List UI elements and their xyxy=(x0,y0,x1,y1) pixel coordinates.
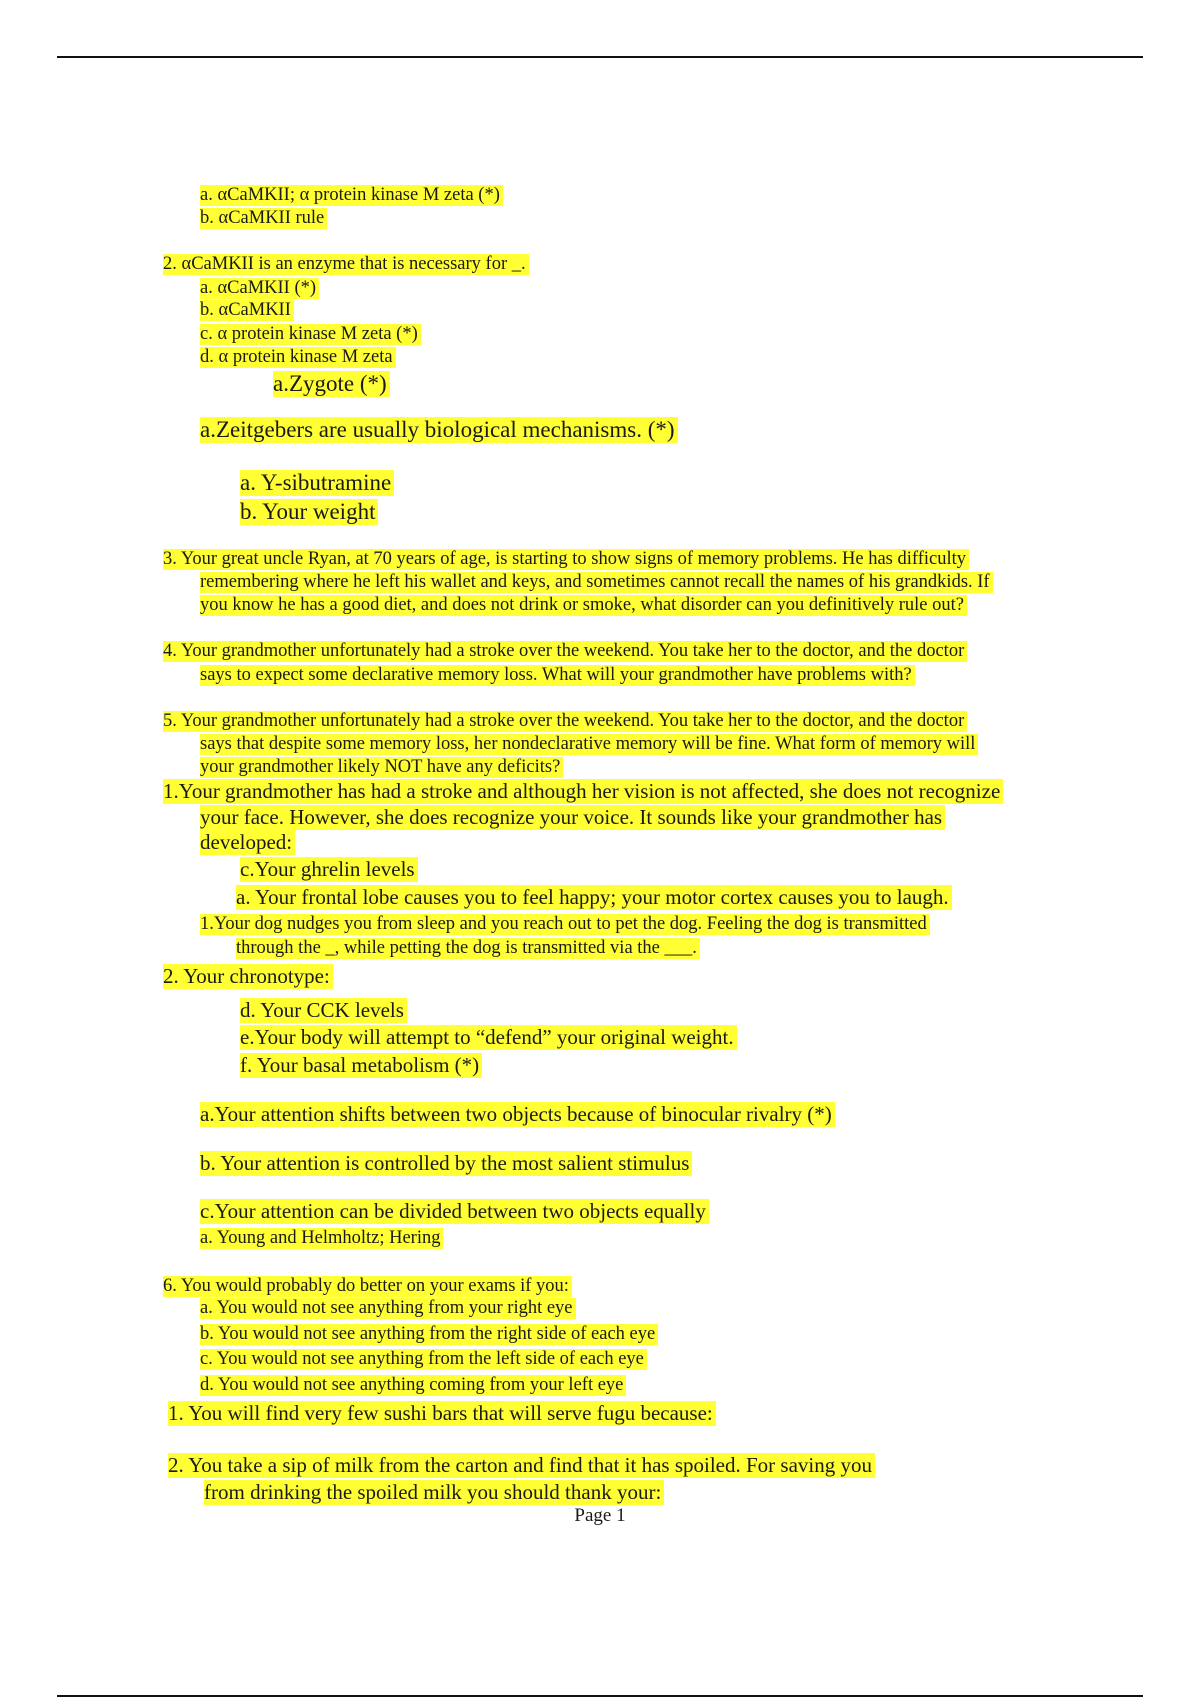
highlighted-text: a.Zygote (*) xyxy=(273,371,390,397)
text-line xyxy=(200,185,503,205)
text-line xyxy=(240,858,418,881)
highlighted-text: c. α protein kinase M zeta (*) xyxy=(200,324,421,345)
highlighted-text: 3. Your great uncle Ryan, at 70 years of age, is starting to show signs of memory problems. He has difficulty xyxy=(163,549,969,570)
text-line xyxy=(200,1375,626,1395)
highlighted-text: from drinking the spoiled milk you should thank your: xyxy=(204,1480,664,1505)
page-number: Page 1 xyxy=(574,1505,626,1526)
text-line xyxy=(200,208,327,228)
highlighted-text: a. You would not see anything from your right eye xyxy=(200,1298,576,1319)
highlighted-text: your grandmother likely NOT have any deficits? xyxy=(200,757,563,778)
text-line xyxy=(168,1454,875,1477)
text-line xyxy=(240,470,394,495)
highlighted-text: a.Zeitgebers are usually biological mechanisms. (*) xyxy=(200,417,678,443)
highlighted-text: e.Your body will attempt to “defend” your original weight. xyxy=(240,1025,737,1050)
highlighted-text: c. You would not see anything from the left side of each eye xyxy=(200,1349,647,1370)
highlighted-text: a. Y-sibutramine xyxy=(240,470,394,496)
text-line xyxy=(200,278,319,298)
highlighted-text: through the _, while petting the dog is transmitted via the ___. xyxy=(236,938,700,959)
top-rule xyxy=(57,56,1143,58)
highlighted-text: a. αCaMKII (*) xyxy=(200,278,319,299)
text-line xyxy=(200,1298,576,1318)
text-line xyxy=(204,1481,664,1504)
highlighted-text: 1. You will find very few sushi bars that will serve fugu because: xyxy=(168,1401,716,1426)
highlighted-text: b. Your attention is controlled by the most salient stimulus xyxy=(200,1151,692,1176)
highlighted-text: 2. You take a sip of milk from the carton and find that it has spoiled. For saving you xyxy=(168,1453,875,1478)
highlighted-text: says to expect some declarative memory loss. What will your grandmother have problems with? xyxy=(200,665,915,686)
text-line xyxy=(200,572,993,592)
highlighted-text: a. Young and Helmholtz; Hering xyxy=(200,1228,443,1249)
text-line xyxy=(273,371,390,396)
highlighted-text: 6. You would probably do better on your exams if you: xyxy=(163,1276,572,1297)
highlighted-text: 2. αCaMKII is an enzyme that is necessary for _. xyxy=(163,254,529,275)
text-line xyxy=(240,1026,737,1049)
text-line xyxy=(200,757,563,777)
highlighted-text: 4. Your grandmother unfortunately had a stroke over the weekend. You take her to the doctor, and the doctor xyxy=(163,641,967,662)
text-line xyxy=(200,1152,692,1175)
highlighted-text: c.Your attention can be divided between two objects equally xyxy=(200,1199,709,1224)
text-line xyxy=(163,1276,572,1296)
text-line xyxy=(163,254,529,274)
text-line xyxy=(163,641,967,661)
highlighted-text: b. αCaMKII rule xyxy=(200,208,327,229)
highlighted-text: says that despite some memory loss, her nondeclarative memory will be fine. What form of memory will xyxy=(200,734,978,755)
highlighted-text: b. αCaMKII xyxy=(200,300,294,321)
text-line xyxy=(200,417,678,442)
text-line xyxy=(163,711,967,731)
highlighted-text: a.Your attention shifts between two objects because of binocular rivalry (*) xyxy=(200,1102,835,1127)
text-line xyxy=(200,1103,835,1126)
text-line xyxy=(168,1402,716,1425)
text-line xyxy=(200,347,396,367)
highlighted-text: c.Your ghrelin levels xyxy=(240,857,418,882)
text-line xyxy=(200,1324,658,1344)
highlighted-text: f. Your basal metabolism (*) xyxy=(240,1053,482,1078)
text-line xyxy=(200,1349,647,1369)
text-line xyxy=(163,965,333,988)
text-line xyxy=(240,1054,482,1077)
text-line xyxy=(200,1228,443,1248)
text-line xyxy=(200,914,930,934)
highlighted-text: 1.Your dog nudges you from sleep and you reach out to pet the dog. Feeling the dog is transmitted xyxy=(200,914,930,935)
highlighted-text: remembering where he left his wallet and keys, and sometimes cannot recall the names of his grandkids. If xyxy=(200,572,993,593)
highlighted-text: you know he has a good diet, and does not drink or smoke, what disorder can you definitively rule out? xyxy=(200,595,967,616)
highlighted-text: 2. Your chronotype: xyxy=(163,964,333,989)
text-line xyxy=(236,938,700,958)
text-line xyxy=(200,595,967,615)
highlighted-text: 5. Your grandmother unfortunately had a stroke over the weekend. You take her to the doctor, and the doctor xyxy=(163,711,967,732)
text-line xyxy=(240,999,407,1022)
highlighted-text: b. You would not see anything from the right side of each eye xyxy=(200,1324,658,1345)
bottom-rule xyxy=(57,1695,1143,1697)
highlighted-text: 1.Your grandmother has had a stroke and although her vision is not affected, she does not recognize xyxy=(163,779,1003,804)
text-line xyxy=(200,324,421,344)
highlighted-text: b. Your weight xyxy=(240,499,378,525)
highlighted-text: d. Your CCK levels xyxy=(240,998,407,1023)
highlighted-text: developed: xyxy=(200,830,295,855)
text-line xyxy=(200,734,978,754)
text-line xyxy=(200,300,294,320)
text-line xyxy=(200,806,945,829)
text-line xyxy=(200,665,915,685)
text-line xyxy=(163,549,969,569)
highlighted-text: a. Your frontal lobe causes you to feel happy; your motor cortex causes you to laugh. xyxy=(236,885,952,910)
text-line xyxy=(200,1200,709,1223)
text-line xyxy=(236,886,952,909)
highlighted-text: your face. However, she does recognize your voice. It sounds like your grandmother has xyxy=(200,805,945,830)
text-line xyxy=(200,831,295,854)
text-line xyxy=(163,780,1003,803)
highlighted-text: d. α protein kinase M zeta xyxy=(200,347,396,368)
highlighted-text: a. αCaMKII; α protein kinase M zeta (*) xyxy=(200,185,503,206)
text-line xyxy=(240,499,378,524)
highlighted-text: d. You would not see anything coming from your left eye xyxy=(200,1375,626,1396)
